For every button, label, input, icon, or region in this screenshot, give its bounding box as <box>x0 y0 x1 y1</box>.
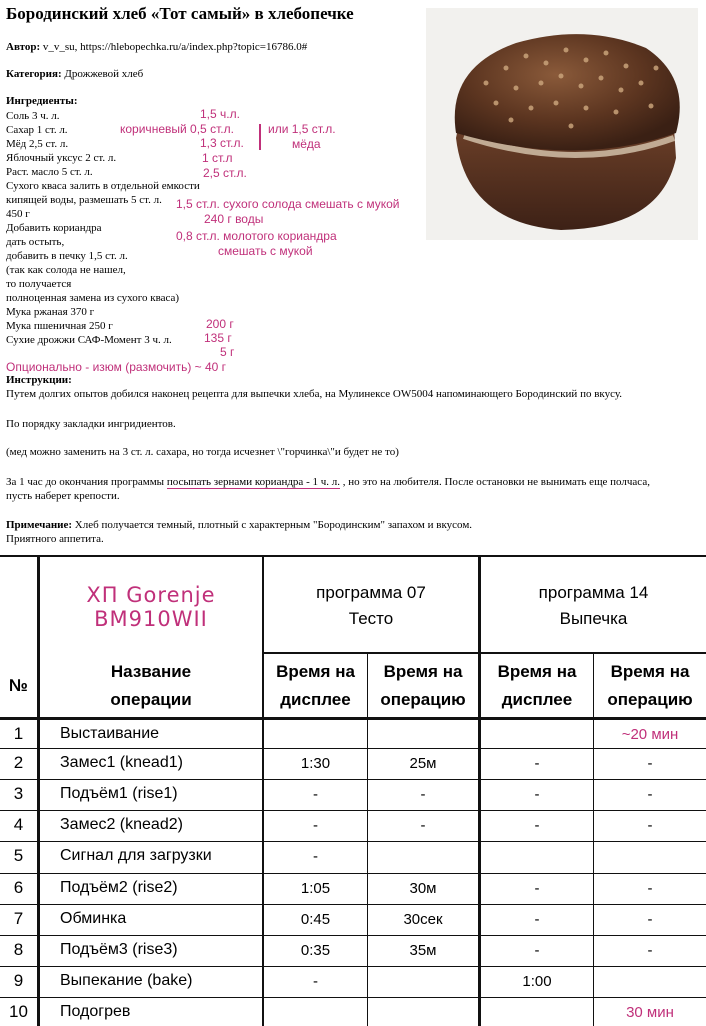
row-op-time-14 <box>594 967 706 995</box>
instructions-para-3: (мед можно заменить на 3 ст. л. сахара, но тогда исчезнет \"горчинка\"и будет не то) <box>6 446 399 458</box>
row-op-time-14: - <box>647 910 653 928</box>
col-header-display-2: Время на дисплее <box>497 661 577 709</box>
row-op-time-07: - <box>420 816 426 834</box>
row-operation-name: Замес1 (knead1) <box>60 754 183 771</box>
ingredients-list <box>6 109 200 347</box>
row-display-time-07: - <box>313 816 318 834</box>
note-raisins: Опционально - изюм (размочить) ~ 40 г <box>6 360 227 374</box>
col-header-op-2: Время на операцию <box>607 661 693 709</box>
ingredient-item: Сухого кваса залить в отдельной емкости <box>6 180 200 192</box>
note-yeast: 5 г <box>220 345 235 359</box>
row-display-time-07: - <box>313 847 318 865</box>
instructions-para-2: По порядку закладки ингридиентов. <box>6 418 176 430</box>
row-display-time-14: - <box>534 910 540 928</box>
row-number: 5 <box>13 846 24 865</box>
row-display-time-07: - <box>313 785 318 803</box>
bread-photo <box>426 8 698 240</box>
row-op-time-14: ~20 мин <box>621 725 679 743</box>
row-number: 4 <box>13 815 24 834</box>
ingredient-item: Добавить кориандра <box>6 222 102 234</box>
row-number: 10 <box>9 1002 28 1021</box>
row-op-time-07: 30м <box>409 879 437 897</box>
note-or-honey: или 1,5 ст.л. <box>268 122 336 136</box>
ingredient-item: Сахар 1 ст. л. <box>6 124 68 136</box>
note-oil: 2,5 ст.л. <box>203 166 247 180</box>
row-op-time-07 <box>368 967 478 995</box>
note-coriander-2: смешать с мукой <box>218 244 313 258</box>
row-number: 9 <box>13 971 24 990</box>
row-op-time-07 <box>368 842 478 870</box>
ingredient-item: Соль 3 ч. л. <box>6 110 60 122</box>
machine-name: ХП Gorenje BM910WII <box>86 583 216 631</box>
row-op-time-07: 30сек <box>403 910 443 928</box>
underlined-phrase: посыпать зернами кориандра - 1 ч. л. <box>166 476 341 488</box>
col-header-op-1: Время на операцию <box>380 661 466 709</box>
note-malt: 1,5 ст.л. сухого солода смешать с мукой <box>176 197 400 211</box>
program-07-header: программа 07 Тесто <box>316 583 426 628</box>
program-14-header: программа 14 Выпечка <box>538 583 649 628</box>
ingredient-item: то получается <box>6 278 72 290</box>
row-display-time-07 <box>264 998 367 1026</box>
instructions-para-1: Путем долгих опытов добился наконец рецепта для выпечки хлеба, на Мулинексе OW5004 напоминающего Бородинский по вкусу. <box>6 388 622 400</box>
row-display-time-07: 1:05 <box>300 879 331 897</box>
row-operation-name: Обминка <box>60 910 127 927</box>
program-table <box>0 555 706 1026</box>
note-sugar: коричневый 0,5 ст.л. <box>120 122 234 136</box>
row-op-time-14: - <box>647 785 653 803</box>
row-display-time-14: - <box>534 941 540 959</box>
row-number: 1 <box>13 724 24 743</box>
row-op-time-14: 30 мин <box>626 1003 674 1021</box>
note-or-honey-2: мёда <box>292 137 321 151</box>
recipe-title: Бородинский хлеб «Тот самый» в хлебопечке <box>6 4 354 23</box>
note-rye: 200 г <box>206 317 234 331</box>
row-display-time-07: 0:45 <box>300 910 331 928</box>
row-display-time-07: 0:35 <box>300 941 331 959</box>
author-label: Автор: <box>6 41 41 53</box>
row-operation-name: Сигнал для загрузки <box>60 847 212 864</box>
bracket-mark <box>259 124 261 150</box>
row-operation-name: Замес2 (knead2) <box>60 816 183 833</box>
row-number: 8 <box>13 940 24 959</box>
col-header-num: № <box>9 675 28 695</box>
row-number: 7 <box>13 909 24 928</box>
note-honey: 1,3 ст.л. <box>200 136 244 150</box>
row-number: 6 <box>13 878 24 897</box>
row-op-time-14: - <box>647 941 653 959</box>
author-line <box>6 41 307 53</box>
row-op-time-14: - <box>647 754 653 772</box>
category-line <box>6 68 143 80</box>
category-label: Категория: <box>6 68 62 80</box>
row-display-time-14 <box>481 842 593 870</box>
col-header-name: Название операции <box>110 661 192 709</box>
row-operation-name: Выстаивание <box>60 725 160 742</box>
ingredient-item: Сухие дрожжи САФ-Момент 3 ч. л. <box>6 334 172 346</box>
row-op-time-14: - <box>647 816 653 834</box>
ingredient-item: добавить в печку 1,5 ст. л. <box>6 250 128 262</box>
bread-image <box>426 8 698 240</box>
col-header-display-1: Время на дисплее <box>276 661 355 709</box>
note-vinegar: 1 ст.л <box>202 151 233 165</box>
category-value: Дрожжевой хлеб <box>64 68 144 80</box>
row-operation-name: Подъём2 (rise2) <box>60 879 178 896</box>
ingredient-item: кипящей воды, размешать 5 ст. л. <box>6 194 162 206</box>
ingredient-item: Мука ржаная 370 г <box>6 306 95 318</box>
row-op-time-07: - <box>420 785 426 803</box>
ingredient-item: Мёд 2,5 ст. л. <box>6 138 69 150</box>
ingredient-item: полноценная замена из сухого кваса) <box>6 292 180 304</box>
closing-line: Приятного аппетита. <box>6 533 104 545</box>
row-op-time-14: - <box>647 879 653 897</box>
row-display-time-07 <box>264 720 367 748</box>
row-op-time-14 <box>594 842 706 870</box>
row-operation-name: Подогрев <box>60 1003 131 1020</box>
row-operation-name: Подъём3 (rise3) <box>60 941 178 958</box>
row-op-time-07 <box>368 720 478 748</box>
ingredient-item: (так как солода не нашел, <box>6 264 126 276</box>
row-display-time-14 <box>481 998 593 1026</box>
row-operation-name: Выпекание (bake) <box>60 972 193 989</box>
instructions-para-4: За 1 час до окончания программы посыпать зернами кориандра - 1 ч. л. , но это на любителя. После остановки не вынимать еще полчаса, <box>6 476 650 488</box>
note-wheat: 135 г <box>204 331 232 345</box>
note-salt: 1,5 ч.л. <box>200 107 240 121</box>
ingredient-item: дать остыть, <box>6 236 65 248</box>
note-coriander: 0,8 ст.л. молотого кориандра <box>176 229 337 243</box>
row-number: 2 <box>13 753 24 772</box>
instructions-heading: Инструкции: <box>6 374 72 386</box>
ingredient-item: Раст. масло 5 ст. л. <box>6 166 93 178</box>
row-op-time-07: 25м <box>409 754 437 772</box>
instructions-para-5: пусть наберет крепости. <box>6 490 120 502</box>
row-display-time-07: - <box>313 972 318 990</box>
row-op-time-07 <box>368 998 478 1026</box>
row-display-time-14: - <box>534 754 540 772</box>
ingredients-heading: Ингредиенты: <box>6 95 78 107</box>
ingredient-item: Яблочный уксус 2 ст. л. <box>6 152 117 164</box>
ingredient-item: 450 г <box>6 208 30 220</box>
row-display-time-14: - <box>534 785 540 803</box>
row-display-time-14: - <box>534 816 540 834</box>
row-operation-name: Подъём1 (rise1) <box>60 785 178 802</box>
author-value[interactable]: v_v_su, https://hlebopechka.ru/a/index.php?topic=16786.0# <box>42 41 308 53</box>
row-op-time-07: 35м <box>409 941 437 959</box>
row-display-time-14: 1:00 <box>522 972 552 990</box>
note-water: 240 г воды <box>204 212 264 226</box>
row-display-time-14: - <box>534 879 540 897</box>
note-line: Примечание: Хлеб получается темный, плотный с характерным "Бородинским" запахом и вкусом. <box>6 519 473 531</box>
row-display-time-07: 1:30 <box>300 754 331 772</box>
ingredient-item: Мука пшеничная 250 г <box>6 320 113 332</box>
row-number: 3 <box>13 784 24 803</box>
row-display-time-14 <box>481 720 593 748</box>
